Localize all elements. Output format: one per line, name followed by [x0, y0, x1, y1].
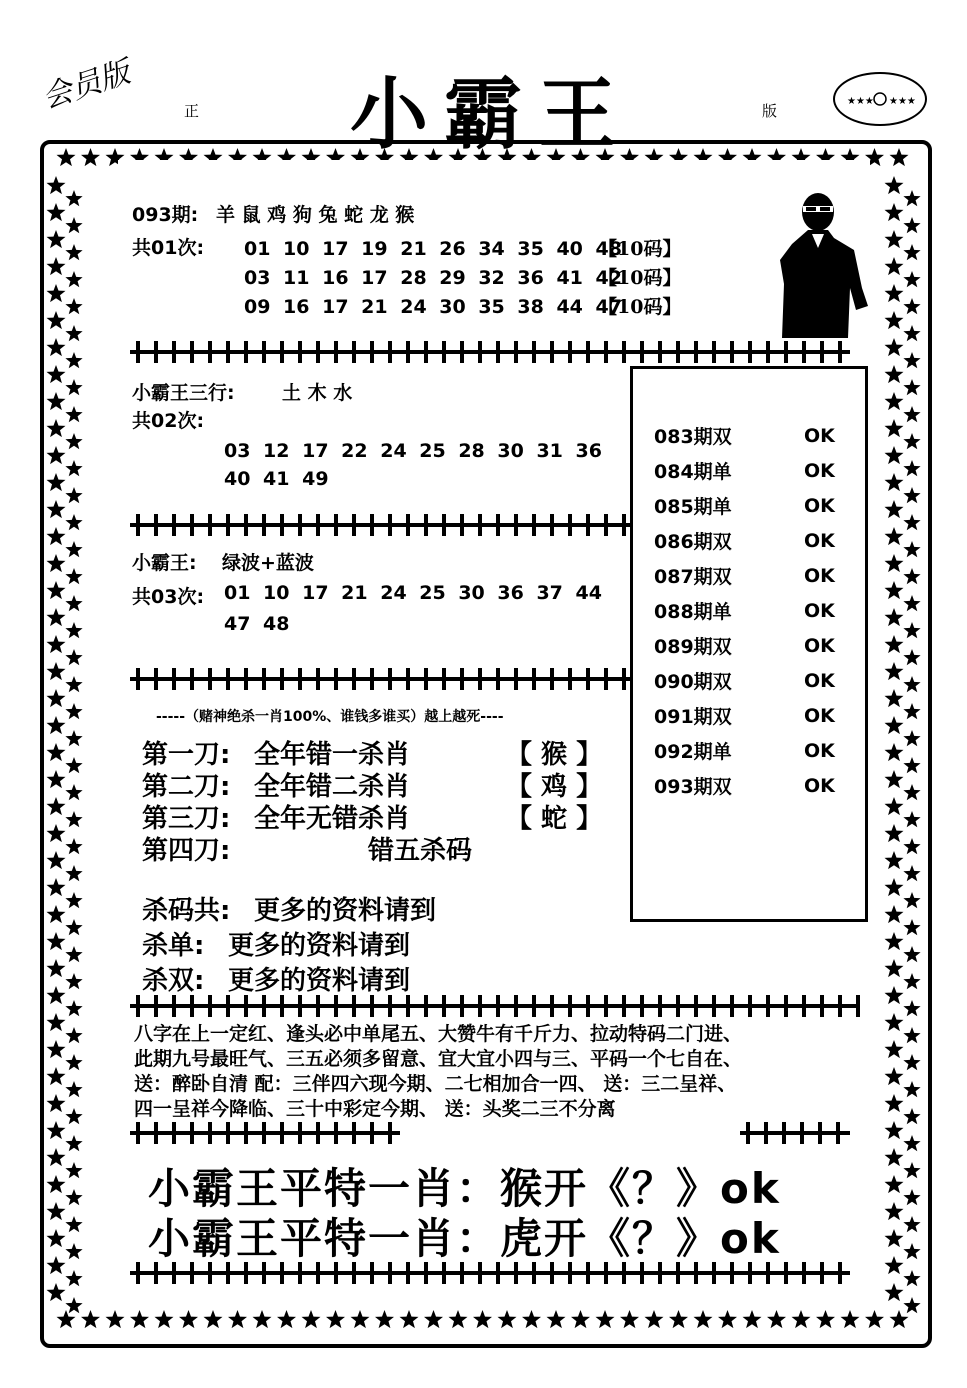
verse-line: 此期九号最旺气、三五必须多留意、宜大宜小四与三、平码一个七自在、: [134, 1048, 743, 1070]
history-result: OK: [804, 599, 835, 622]
kill-line-label: 杀单:: [142, 931, 205, 961]
history-table: [654, 418, 835, 803]
rule-tick: [226, 995, 230, 1017]
rule-tick: [172, 514, 176, 536]
history-row: [654, 628, 835, 663]
rule-tick: [154, 995, 158, 1017]
rule-tick: [262, 341, 266, 363]
rule-tick: [604, 668, 608, 690]
rule-tick: [730, 341, 734, 363]
page-title: 小霸王: [350, 70, 633, 160]
rule-tick: [802, 995, 806, 1017]
history-row: [654, 768, 835, 803]
footer-line-2: 小霸王平特一肖：虎开《？》ok: [148, 1214, 781, 1263]
rule-tick: [478, 514, 482, 536]
knife-label: 第三刀:: [142, 804, 231, 834]
knife-result: 【 鸡 】: [506, 772, 603, 802]
rule-tick: [712, 995, 716, 1017]
history-row: [654, 663, 835, 698]
rule-tick: [334, 995, 338, 1017]
rule-tick: [838, 995, 842, 1017]
number-row-3: 09 16 17 21 24 30 35 38 44 47: [244, 296, 622, 318]
tag-row-3: 【10码】: [598, 296, 682, 318]
rule-tick: [244, 1122, 248, 1144]
wave-value: 绿波+蓝波: [222, 552, 314, 574]
rule-tick: [334, 668, 338, 690]
rule-tick: [370, 1122, 374, 1144]
rule-tick: [424, 514, 428, 536]
rule-tick: [208, 995, 212, 1017]
rule-tick: [820, 1262, 824, 1284]
rule-tick: [244, 514, 248, 536]
rule-tick: [298, 995, 302, 1017]
rule-tick: [406, 341, 410, 363]
section2-line-1: 03 12 17 22 24 25 28 30 31 36: [224, 440, 602, 462]
rule-tick: [694, 995, 698, 1017]
rule-tick: [208, 668, 212, 690]
rule-tick: [370, 995, 374, 1017]
rule-tick: [766, 341, 770, 363]
knife-result: 【 蛇 】: [506, 804, 603, 834]
rule-tick: [172, 341, 176, 363]
rule-tick: [136, 995, 140, 1017]
rule-tick: [532, 995, 536, 1017]
kill-line-text: 更多的资料请到: [254, 896, 437, 926]
rule-tick: [244, 995, 248, 1017]
count-label-1: 共01次:: [132, 237, 205, 259]
rule-tick: [316, 995, 320, 1017]
history-row: [654, 558, 835, 593]
number-row-1: 01 10 17 19 21 26 34 35 40 48: [244, 238, 622, 260]
rule-line: [740, 1131, 850, 1135]
rule-tick: [640, 341, 644, 363]
rule-tick: [154, 514, 158, 536]
rule-tick: [802, 1262, 806, 1284]
rule-tick: [712, 341, 716, 363]
rule-tick: [208, 341, 212, 363]
rule-tick: [334, 341, 338, 363]
rule-tick: [352, 995, 356, 1017]
history-row: [654, 418, 835, 453]
kill-banner: -----（赌神绝杀一肖100%、谁钱多谁买）越上越死----: [156, 709, 504, 725]
section3-line-2: 47 48: [224, 613, 290, 635]
history-result: OK: [804, 459, 835, 482]
rule-tick: [442, 341, 446, 363]
rule-tick: [226, 668, 230, 690]
rule-tick: [172, 995, 176, 1017]
rule-tick: [442, 514, 446, 536]
rule-tick: [622, 514, 626, 536]
rule-tick: [388, 514, 392, 536]
rule-tick: [496, 995, 500, 1017]
rule-tick: [622, 995, 626, 1017]
rule-tick: [550, 995, 554, 1017]
history-row: [654, 453, 835, 488]
divider-rule-5: [130, 1122, 400, 1144]
rule-tick: [604, 341, 608, 363]
left-mark: 正: [184, 102, 200, 120]
rule-tick: [208, 514, 212, 536]
knife-label: 第二刀:: [142, 772, 231, 802]
rule-tick: [370, 514, 374, 536]
rule-tick: [298, 514, 302, 536]
rule-tick: [226, 341, 230, 363]
rule-tick: [496, 514, 500, 536]
rule-tick: [442, 668, 446, 690]
tag-row-1: 【10码】: [598, 238, 682, 260]
history-period: 092期单: [654, 741, 732, 763]
svg-text:★★★: ★★★: [847, 96, 874, 107]
knife-text: 全年错一杀肖: [254, 740, 411, 770]
rule-tick: [190, 995, 194, 1017]
rule-tick: [856, 995, 860, 1017]
knife-text: 全年无错杀肖: [254, 804, 411, 834]
verse-line: 八字在上一定红、逢头必中单尾五、大赞牛有千斤力、拉动特码二门进、: [134, 1023, 743, 1045]
three-elements-label: 小霸王三行:: [132, 382, 235, 404]
history-result: OK: [804, 704, 835, 727]
rule-tick: [586, 514, 590, 536]
rule-tick: [478, 995, 482, 1017]
rule-tick: [190, 514, 194, 536]
period-label: 093期:: [132, 204, 199, 226]
rule-line: [130, 1271, 850, 1275]
rule-tick: [568, 341, 572, 363]
rule-tick: [208, 1122, 212, 1144]
section3-line-1: 01 10 17 21 24 25 30 36 37 44: [224, 582, 602, 604]
rule-tick: [262, 995, 266, 1017]
rule-tick: [334, 1122, 338, 1144]
rule-tick: [136, 668, 140, 690]
svg-text:★★★: ★★★: [889, 96, 916, 107]
rule-tick: [190, 1122, 194, 1144]
knife-text: 错五杀码: [368, 836, 473, 866]
rule-tick: [244, 341, 248, 363]
rule-tick: [460, 995, 464, 1017]
history-result: OK: [804, 774, 835, 797]
history-period: 088期单: [654, 601, 732, 623]
rule-tick: [802, 341, 806, 363]
kill-line-label: 杀码共:: [142, 896, 231, 926]
rule-tick: [136, 1262, 140, 1284]
history-result: OK: [804, 424, 835, 447]
rule-tick: [424, 668, 428, 690]
rule-tick: [406, 668, 410, 690]
kill-line-text: 更多的资料请到: [228, 966, 411, 996]
rule-tick: [836, 1122, 840, 1144]
rule-tick: [388, 341, 392, 363]
rule-tick: [424, 995, 428, 1017]
divider-rule-6: [740, 1122, 850, 1144]
rule-tick: [532, 668, 536, 690]
rule-tick: [838, 1262, 842, 1284]
rule-tick: [424, 341, 428, 363]
rule-tick: [316, 341, 320, 363]
right-mark: 版: [762, 102, 778, 120]
rule-tick: [478, 668, 482, 690]
wave-label: 小霸王:: [132, 552, 197, 574]
rule-tick: [316, 668, 320, 690]
history-row: [654, 523, 835, 558]
history-result: OK: [804, 634, 835, 657]
rule-tick: [280, 1122, 284, 1144]
rule-tick: [694, 341, 698, 363]
kill-line-text: 更多的资料请到: [228, 931, 411, 961]
rule-tick: [262, 1122, 266, 1144]
rule-tick: [818, 1122, 822, 1144]
history-period: 091期双: [654, 706, 732, 728]
rule-tick: [532, 514, 536, 536]
rule-tick: [748, 341, 752, 363]
rule-tick: [136, 514, 140, 536]
rule-tick: [604, 514, 608, 536]
rule-tick: [406, 514, 410, 536]
zodiac-list: 羊 鼠 鸡 狗 兔 蛇 龙 猴: [216, 204, 415, 226]
three-elements-value: 土 木 水: [282, 382, 353, 404]
rule-tick: [262, 514, 266, 536]
history-result: OK: [804, 739, 835, 762]
rule-tick: [388, 668, 392, 690]
rule-tick: [766, 995, 770, 1017]
kill-line-label: 杀双:: [142, 966, 205, 996]
rule-tick: [280, 995, 284, 1017]
knife-label: 第四刀:: [142, 836, 231, 866]
knife-label: 第一刀:: [142, 740, 231, 770]
verse-line: 四一呈祥今降临、三十中彩定今期、 送：头奖二三不分离: [134, 1098, 616, 1120]
rule-tick: [244, 668, 248, 690]
rule-tick: [676, 341, 680, 363]
rule-tick: [334, 514, 338, 536]
rule-tick: [460, 341, 464, 363]
rule-tick: [514, 668, 518, 690]
rule-tick: [658, 995, 662, 1017]
rule-tick: [154, 668, 158, 690]
rule-tick: [622, 668, 626, 690]
rule-tick: [298, 1122, 302, 1144]
rule-tick: [226, 514, 230, 536]
rule-line: [130, 350, 850, 354]
rule-tick: [568, 514, 572, 536]
history-period: 083期双: [654, 426, 732, 448]
rule-tick: [496, 341, 500, 363]
rule-tick: [298, 341, 302, 363]
rule-tick: [586, 668, 590, 690]
rule-tick: [784, 995, 788, 1017]
history-result: OK: [804, 494, 835, 517]
rule-tick: [154, 341, 158, 363]
verse-line: 送：醉卧自清 配：三伴四六现今期、二七相加合一四、 送：三二呈祥、: [134, 1073, 737, 1095]
knife-result: 【 猴 】: [506, 740, 603, 770]
rule-tick: [442, 995, 446, 1017]
divider-rule-4: [130, 995, 860, 1017]
history-period: 086期双: [654, 531, 732, 553]
rule-tick: [172, 668, 176, 690]
rule-tick: [352, 1122, 356, 1144]
rule-tick: [514, 995, 518, 1017]
rule-tick: [838, 341, 842, 363]
rule-line: [130, 677, 630, 681]
rule-tick: [496, 668, 500, 690]
rule-line: [130, 523, 630, 527]
rule-tick: [280, 668, 284, 690]
rule-tick: [262, 668, 266, 690]
history-row: [654, 593, 835, 628]
seal-stamp-icon: [833, 72, 927, 126]
handwritten-mark: 会员版: [37, 54, 135, 116]
rule-tick: [406, 995, 410, 1017]
rule-tick: [352, 668, 356, 690]
history-period: 085期单: [654, 496, 732, 518]
rule-tick: [550, 514, 554, 536]
rule-tick: [136, 341, 140, 363]
rule-tick: [622, 341, 626, 363]
rule-tick: [460, 668, 464, 690]
count-label-2: 共02次:: [132, 410, 205, 432]
rule-tick: [568, 668, 572, 690]
history-period: 093期双: [654, 776, 732, 798]
rule-tick: [136, 1122, 140, 1144]
history-result: OK: [804, 529, 835, 552]
rule-tick: [640, 995, 644, 1017]
rule-tick: [514, 514, 518, 536]
rule-tick: [370, 668, 374, 690]
rule-tick: [658, 341, 662, 363]
history-result: OK: [804, 669, 835, 692]
rule-tick: [784, 341, 788, 363]
rule-tick: [748, 995, 752, 1017]
section2-line-2: 40 41 49: [224, 468, 329, 490]
rule-tick: [568, 995, 572, 1017]
rule-tick: [388, 995, 392, 1017]
rule-tick: [820, 995, 824, 1017]
rule-tick: [190, 668, 194, 690]
divider-rule-3: [130, 668, 630, 690]
history-period: 089期双: [654, 636, 732, 658]
divider-rule-2: [130, 514, 630, 536]
rule-tick: [316, 1122, 320, 1144]
footer-line-1: 小霸王平特一肖：猴开《？》ok: [148, 1164, 781, 1213]
rule-tick: [730, 995, 734, 1017]
history-period: 087期双: [654, 566, 732, 588]
rule-tick: [550, 341, 554, 363]
rule-tick: [280, 514, 284, 536]
verse-block: [134, 1022, 742, 1122]
rule-tick: [352, 514, 356, 536]
rule-tick: [154, 1122, 158, 1144]
rule-tick: [676, 995, 680, 1017]
rule-tick: [388, 1122, 392, 1144]
rule-tick: [190, 341, 194, 363]
rule-tick: [352, 341, 356, 363]
rule-tick: [478, 341, 482, 363]
number-row-2: 03 11 16 17 28 29 32 36 41 42: [244, 267, 622, 289]
rule-tick: [764, 1122, 768, 1144]
rule-tick: [370, 341, 374, 363]
history-period: 084期单: [654, 461, 732, 483]
rule-tick: [460, 514, 464, 536]
rule-tick: [800, 1122, 804, 1144]
rule-tick: [280, 341, 284, 363]
rule-tick: [226, 1122, 230, 1144]
rule-tick: [784, 1262, 788, 1284]
count-label-3: 共03次:: [132, 586, 205, 608]
history-row: [654, 698, 835, 733]
history-row: [654, 733, 835, 768]
rule-tick: [172, 1122, 176, 1144]
knife-text: 全年错二杀肖: [254, 772, 411, 802]
rule-tick: [298, 668, 302, 690]
rule-tick: [514, 341, 518, 363]
rule-tick: [586, 995, 590, 1017]
tag-row-2: 【10码】: [598, 267, 682, 289]
history-row: [654, 488, 835, 523]
history-period: 090期双: [654, 671, 732, 693]
rule-tick: [532, 341, 536, 363]
rule-tick: [550, 668, 554, 690]
rule-tick: [820, 341, 824, 363]
rule-tick: [782, 1122, 786, 1144]
history-result: OK: [804, 564, 835, 587]
rule-tick: [604, 995, 608, 1017]
rule-tick: [586, 341, 590, 363]
person-silhouette-icon: [772, 188, 870, 338]
rule-tick: [746, 1122, 750, 1144]
divider-rule-1: [130, 341, 850, 363]
rule-tick: [316, 514, 320, 536]
